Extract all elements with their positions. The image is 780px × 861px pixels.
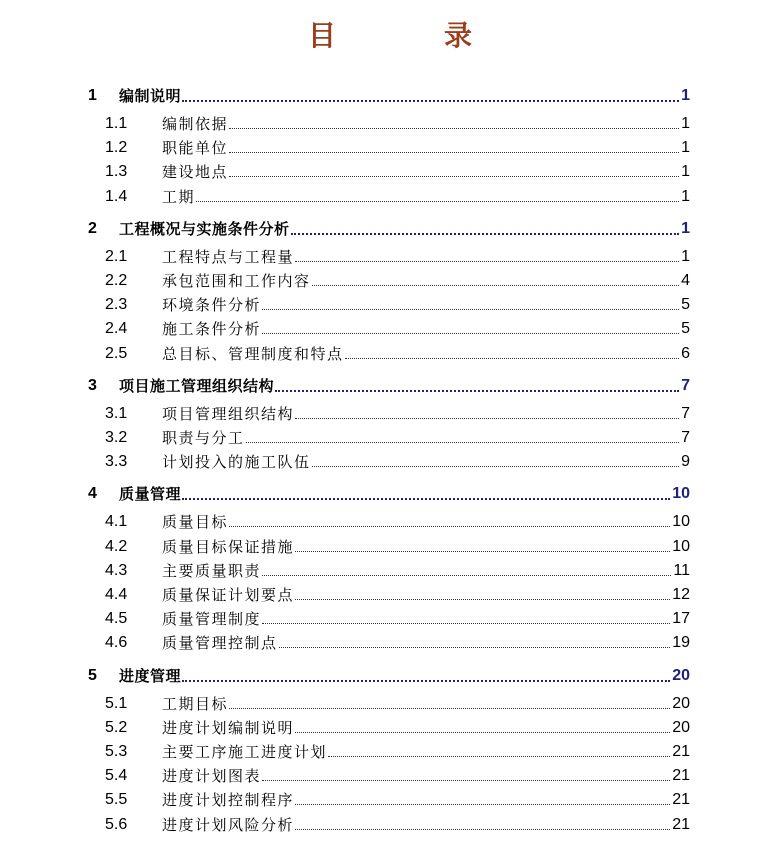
toc-entry-number: 4.6	[105, 634, 128, 652]
toc-entry-title: 职责与分工	[162, 429, 245, 447]
toc-entry-page: 12	[672, 586, 690, 603]
toc-entry-title: 工期目标	[162, 694, 229, 713]
toc-entry-page: 1	[681, 163, 690, 181]
toc-entry-title: 质量保证计划要点	[162, 586, 295, 604]
toc-entry-title: 主要质量职责	[162, 561, 262, 580]
toc-entry-page: 7	[681, 429, 690, 446]
toc-section-entry[interactable]	[0, 740, 780, 762]
toc-leader-dots	[262, 333, 679, 334]
toc-section-entry[interactable]	[0, 510, 780, 532]
toc-entry-title: 项目管理组织结构	[162, 404, 295, 423]
toc-leader-dots	[182, 100, 679, 102]
toc-section-entry[interactable]	[0, 716, 780, 738]
toc-entry-page: 5	[681, 320, 690, 338]
toc-entry-number: 5.4	[105, 767, 128, 785]
toc-section-entry[interactable]	[0, 402, 780, 424]
toc-entry-number: 4.4	[105, 586, 128, 603]
toc-entry-number: 3	[88, 376, 97, 394]
toc-leader-dots	[262, 623, 670, 624]
toc-entry-number: 5.1	[105, 694, 128, 712]
toc-section-entry[interactable]	[0, 813, 780, 835]
toc-title: 目 录	[307, 19, 512, 52]
toc-entry-number: 5	[88, 666, 97, 684]
toc-entry-page: 9	[681, 453, 690, 471]
toc-entry-page: 17	[672, 610, 690, 628]
toc-entry-page: 1	[681, 87, 690, 104]
toc-leader-dots	[275, 390, 679, 392]
toc-entry-number: 2.2	[105, 272, 128, 289]
toc-entry-page: 21	[672, 791, 690, 809]
toc-entry-page: 10	[672, 485, 690, 503]
toc-section-entry[interactable]	[0, 112, 780, 134]
toc-chapter-entry[interactable]	[0, 217, 780, 239]
toc-entry-number: 3.2	[105, 429, 128, 446]
toc-leader-dots	[196, 201, 679, 202]
toc-entry-number: 2	[88, 219, 97, 237]
toc-leader-dots	[229, 526, 670, 527]
toc-section-entry[interactable]	[0, 245, 780, 267]
toc-leader-dots	[262, 309, 679, 310]
toc-entry-page: 7	[681, 404, 690, 422]
toc-entry-page: 11	[673, 561, 690, 579]
toc-leader-dots	[291, 233, 679, 235]
toc-entry-page: 20	[672, 718, 690, 736]
toc-entry-title: 编制依据	[162, 115, 229, 133]
toc-entry-title: 质量管理	[119, 485, 182, 504]
toc-leader-dots	[295, 829, 670, 830]
toc-leader-dots	[295, 551, 670, 552]
toc-section-entry[interactable]	[0, 607, 780, 629]
toc-entry-title: 质量目标	[162, 513, 229, 532]
toc-entry-page: 1	[681, 139, 690, 157]
toc-entry-title: 总目标、管理制度和特点	[162, 344, 344, 363]
toc-section-entry[interactable]	[0, 342, 780, 364]
toc-chapter-entry[interactable]	[0, 664, 780, 686]
toc-leader-dots	[295, 804, 670, 805]
toc-section-entry[interactable]	[0, 136, 780, 158]
toc-entry-page: 20	[672, 666, 690, 684]
toc-entry-page: 10	[672, 513, 690, 531]
toc-entry-number: 4.1	[105, 513, 128, 531]
toc-leader-dots	[295, 599, 670, 600]
toc-entry-title: 施工条件分析	[162, 320, 262, 339]
toc-entry-title: 质量目标保证措施	[162, 537, 295, 556]
toc-entry-title: 建设地点	[162, 163, 229, 182]
toc-leader-dots	[345, 358, 679, 359]
toc-entry-number: 1	[88, 87, 97, 104]
toc-section-entry[interactable]	[0, 764, 780, 786]
toc-leader-dots	[246, 442, 679, 443]
toc-entry-page: 4	[681, 272, 690, 289]
toc-entry-page: 19	[672, 634, 690, 652]
toc-entry-number: 3.3	[105, 453, 128, 471]
toc-section-entry[interactable]	[0, 692, 780, 714]
toc-entry-page: 21	[672, 815, 690, 833]
toc-entry-page: 21	[672, 743, 690, 760]
toc-entry-number: 1.2	[105, 139, 128, 157]
toc-entry-title: 进度管理	[119, 666, 182, 685]
toc-entry-page: 1	[681, 219, 690, 237]
toc-section-entry[interactable]	[0, 160, 780, 182]
toc-leader-dots	[229, 128, 679, 129]
toc-entry-title: 项目施工管理组织结构	[119, 376, 275, 395]
toc-leader-dots	[229, 708, 670, 709]
toc-section-entry[interactable]	[0, 450, 780, 472]
toc-leader-dots	[295, 418, 679, 419]
toc-entry-page: 20	[672, 694, 690, 712]
toc-entry-number: 3.1	[105, 404, 128, 422]
toc-entry-title: 职能单位	[162, 139, 229, 158]
toc-entry-page: 1	[681, 247, 690, 265]
toc-section-entry[interactable]	[0, 269, 780, 291]
toc-section-entry[interactable]	[0, 293, 780, 315]
toc-entry-title: 环境条件分析	[162, 296, 262, 315]
toc-entry-number: 5.3	[105, 743, 128, 760]
toc-section-entry[interactable]	[0, 583, 780, 605]
toc-section-entry[interactable]	[0, 185, 780, 207]
toc-chapter-entry[interactable]	[0, 84, 780, 106]
toc-entry-title: 进度计划编制说明	[162, 718, 295, 737]
toc-chapter-entry[interactable]	[0, 482, 780, 504]
toc-entry-number: 4.5	[105, 610, 128, 628]
toc-leader-dots	[312, 285, 679, 286]
toc-entry-number: 5.6	[105, 815, 128, 833]
toc-entry-number: 1.4	[105, 187, 128, 205]
toc-entry-page: 1	[681, 187, 690, 205]
toc-section-entry[interactable]	[0, 426, 780, 448]
toc-section-entry[interactable]	[0, 631, 780, 653]
toc-entry-title: 承包范围和工作内容	[162, 272, 311, 290]
toc-leader-dots	[262, 780, 670, 781]
toc-entry-number: 4	[88, 485, 97, 503]
toc-section-entry[interactable]	[0, 559, 780, 581]
toc-entry-number: 5.2	[105, 718, 128, 736]
toc-entry-page: 21	[672, 767, 690, 785]
toc-leader-dots	[262, 575, 671, 576]
toc-leader-dots	[229, 176, 679, 177]
toc-entry-number: 4.2	[105, 537, 128, 555]
toc-entry-title: 计划投入的施工队伍	[162, 453, 311, 472]
toc-leader-dots	[295, 261, 679, 262]
toc-leader-dots	[182, 498, 670, 500]
toc-leader-dots	[279, 647, 670, 648]
toc-entry-title: 主要工序施工进度计划	[162, 743, 328, 761]
toc-leader-dots	[182, 680, 670, 682]
toc-section-entry[interactable]	[0, 788, 780, 810]
toc-entry-title: 工程概况与实施条件分析	[119, 219, 290, 238]
toc-entry-number: 2.5	[105, 344, 128, 362]
toc-entry-title: 工期	[162, 187, 196, 206]
toc-leader-dots	[328, 756, 670, 757]
toc-entry-page: 5	[681, 296, 690, 314]
toc-entry-number: 4.3	[105, 561, 128, 579]
toc-chapter-entry[interactable]	[0, 374, 780, 396]
toc-entry-number: 2.4	[105, 320, 128, 338]
toc-entry-number: 2.1	[105, 247, 128, 265]
toc-entry-number: 1.1	[105, 115, 128, 132]
toc-section-entry[interactable]	[0, 317, 780, 339]
toc-entry-title: 质量管理制度	[162, 610, 262, 629]
toc-entry-title: 质量管理控制点	[162, 634, 278, 653]
toc-entry-page: 7	[681, 376, 690, 394]
toc-entry-number: 1.3	[105, 163, 128, 181]
toc-entry-page: 1	[681, 115, 690, 132]
toc-leader-dots	[229, 152, 679, 153]
toc-entry-page: 10	[672, 537, 690, 555]
toc-entry-title: 编制说明	[119, 87, 182, 105]
toc-entry-number: 2.3	[105, 296, 128, 314]
toc-entry-title: 进度计划控制程序	[162, 791, 295, 810]
toc-entry-page: 6	[681, 344, 690, 362]
toc-leader-dots	[295, 732, 670, 733]
toc-leader-dots	[312, 466, 679, 467]
toc-section-entry[interactable]	[0, 535, 780, 557]
toc-entry-number: 5.5	[105, 791, 128, 809]
toc-entry-title: 工程特点与工程量	[162, 247, 295, 266]
toc-entry-title: 进度计划风险分析	[162, 815, 295, 834]
toc-entry-title: 进度计划图表	[162, 767, 262, 786]
